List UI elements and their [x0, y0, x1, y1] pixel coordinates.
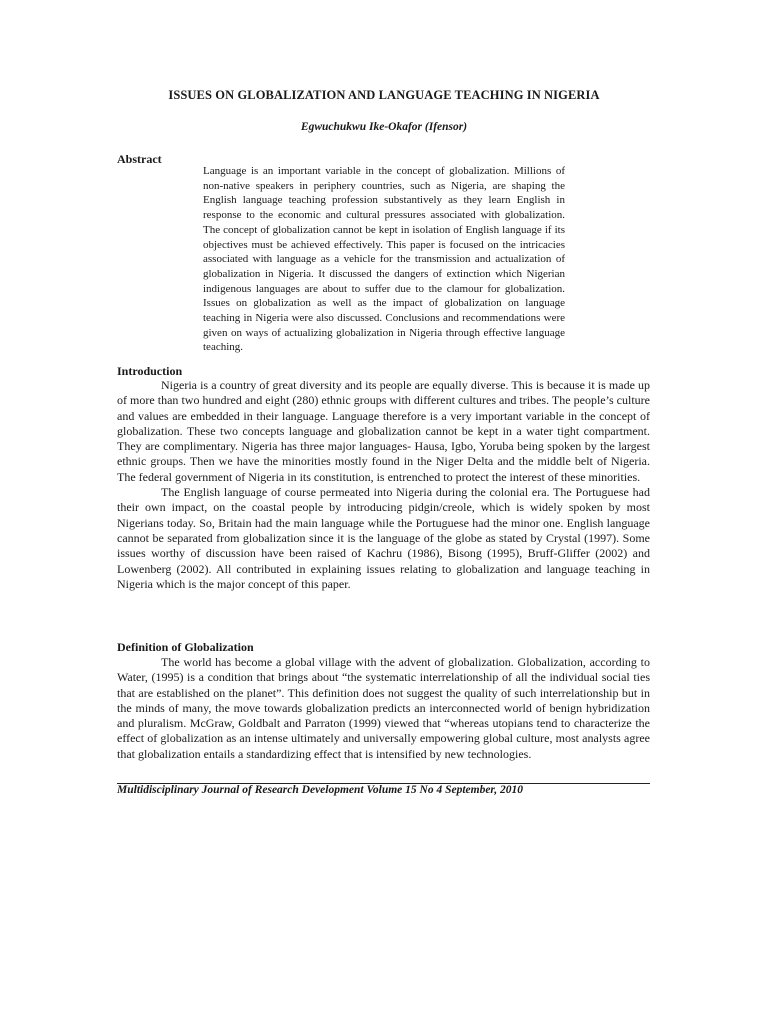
abstract-text: Language is an important variable in the concept of globalization. Millions of non-native speakers in periphery countries, such as Nigeria, are shaping the English language teaching profession substantively as they learn English in response to the economic and cultural pressures associated with globalization. The concept of globalization cannot be kept in isolation of English language if its objectives must be achieved effectively. This paper is focused on the intricacies associated with language as a vehicle for the transmission and actualization of globalization in Nigeria. It discussed the dangers of extinction which Nigerian indigenous languages are about to suffer due to the clamour for globalization. Issues on globalization as well as the impact of globalization on language teaching in Nigeria were also discussed. Conclusions and recommendations were given on ways of actualizing globalization in Nigeria through effective language teaching. [203, 165, 565, 354]
paper-author: Egwuchukwu Ike-Okafor (Ifensor) [300, 121, 468, 133]
abstract-heading: Abstract [117, 152, 162, 166]
paper-title: ISSUES ON GLOBALIZATION AND LANGUAGE TEACHING IN NIGERIA [168, 88, 600, 102]
introduction-heading: Introduction [117, 364, 183, 378]
introduction-body [117, 378, 650, 592]
journal-footer: Multidisciplinary Journal of Research Development Volume 15 No 4 September, 2010 [117, 784, 524, 796]
paragraph: Nigeria is a country of great diversity and its people are equally diverse. This is because it is made up of more than two hundred and eight (280) ethnic groups with different cultures and tribes. The people’s culture and values are embedded in their language. Language therefore is a very important variable in the concept of globalization. These two concepts language and globalization cannot be kept in a water tight compartment. They are complimentary. Nigeria has three major languages- Hausa, Igbo, Yoruba being spoken by the largest ethnic groups. Then we have the minorities mostly found in the Niger Delta and the middle belt of Nigeria. The federal government of Nigeria in its constitution, is entrenched to protect the interest of these minorities. [117, 378, 650, 484]
paragraph: The English language of course permeated into Nigeria during the colonial era. The Portuguese had their own impact, on the coastal people by introducing pidgin/creole, which is widely spoken by most Nigerians today. So, Britain had the main language while the Portuguese had the minor one. English language cannot be separated from globalization since it is the language of the globe as stated by Crystal (1997). Some issues worthy of discussion have been raised of Kachru (1986), Bisong (1995), Bruff-Gliffer (2002) and Lowenberg (2002). All contributed in explaining issues relating to globalization and language teaching in Nigeria which is the major concept of this paper. [117, 485, 650, 591]
definition-body [117, 655, 650, 762]
paragraph: The world has become a global village with the advent of globalization. Globalization, according to Water, (1995) is a condition that brings about “the systematic interrelationship of all the individual social ties that are established on the planet”. This definition does not suggest the quality of such interrelationship but in the minds of many, the move towards globalization predicts an interconnected world of benign hybridization and pluralism. McGraw, Goldbalt and Parraton (1999) viewed that “whereas utopians tend to characterize the effect of globalization as an intense ultimately and universally empowering global culture, most analysts agree that globalization entails a standardizing effect that is intensified by new technologies. [117, 655, 650, 761]
definition-heading: Definition of Globalization [117, 640, 254, 654]
